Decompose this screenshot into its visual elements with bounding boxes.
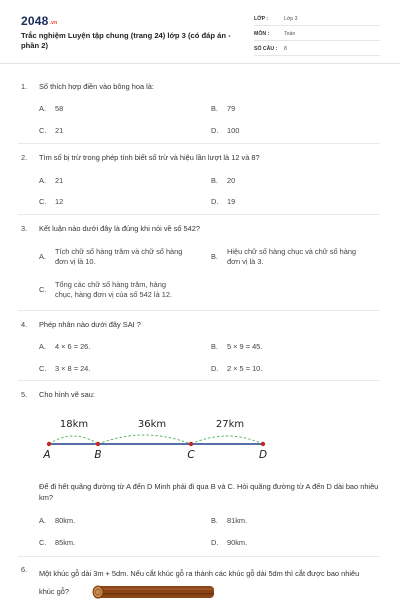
- point-label-d: D: [258, 449, 268, 461]
- option-letter: B.: [211, 104, 218, 113]
- option-text: Tích chữ số hàng trăm và chữ số hàng đơn vị là 10.: [55, 247, 183, 267]
- question-text: Kết luận nào dưới đây là đúng khi nói về số 542?: [39, 224, 201, 233]
- question-number: 1.: [21, 82, 28, 91]
- option-letter: B.: [211, 176, 218, 185]
- point-b: [96, 442, 100, 446]
- option-text: 20: [227, 176, 236, 185]
- point-label-a: A: [43, 449, 51, 461]
- arc-bc: [98, 435, 191, 444]
- wood-log-image: [90, 581, 220, 600]
- divider: [18, 143, 380, 144]
- option-letter: A.: [39, 176, 46, 185]
- meta-subject-label: MÔN :: [254, 31, 270, 37]
- question-number: 3.: [21, 224, 28, 233]
- option-letter: D.: [211, 126, 219, 135]
- point-label-c: C: [187, 449, 195, 461]
- point-a: [47, 442, 51, 446]
- option-letter: A.: [39, 252, 46, 261]
- page-header: [0, 0, 400, 64]
- meta-class-row: [254, 14, 380, 26]
- meta-subject-row: [254, 29, 380, 41]
- option-letter: A.: [39, 342, 46, 351]
- option-text: 21: [55, 176, 64, 185]
- option-letter: B.: [211, 516, 218, 525]
- segment-label-ab: 18km: [59, 419, 89, 430]
- option-text: 12: [55, 197, 64, 206]
- question-text-continued: Để đi hết quãng đường từ A đến D Minh phải đi qua B và C. Hỏi quãng đường từ A đến D dài bao nhiêu km?: [39, 482, 379, 503]
- question-number: 4.: [21, 320, 28, 329]
- question-text: Số thích hợp điền vào bông hoa là:: [39, 82, 154, 91]
- option-text: 21: [55, 126, 64, 135]
- site-logo[interactable]: [21, 14, 57, 29]
- option-text: 85km.: [55, 538, 76, 547]
- option-text: Hiệu chữ số hàng chục và chữ số hàng đơn vị là 3.: [227, 247, 357, 267]
- option-text: 79: [227, 104, 236, 113]
- segment-label-cd: 27km: [215, 419, 245, 430]
- question-number: 2.: [21, 153, 28, 162]
- segment-label-bc: 36km: [137, 419, 167, 430]
- option-text: 81km.: [227, 516, 248, 525]
- option-letter: D.: [211, 538, 219, 547]
- arc-ab: [49, 436, 98, 444]
- option-text: 3 × 8 = 24.: [55, 364, 91, 373]
- divider: [18, 310, 380, 311]
- logo-suffix: .vn: [49, 20, 58, 26]
- option-text: Tổng các chữ số hàng trăm, hàng chục, hàng đơn vị của số 542 là 12.: [55, 280, 173, 300]
- option-text: 5 × 9 = 45.: [227, 342, 263, 351]
- meta-count-value: 8: [284, 46, 287, 52]
- distance-diagram: [36, 412, 286, 464]
- question-text: Cho hình vẽ sau:: [39, 390, 95, 399]
- option-letter: C.: [39, 364, 47, 373]
- meta-class-value: Lớp 3: [284, 16, 298, 22]
- logo-text: 2048: [21, 14, 49, 28]
- option-letter: A.: [39, 516, 46, 525]
- option-text: 90km.: [227, 538, 248, 547]
- option-text: 4 × 6 = 26.: [55, 342, 91, 351]
- question-number: 5.: [21, 390, 28, 399]
- option-text: 2 × 5 = 10.: [227, 364, 263, 373]
- question-text: Tìm số bị trừ trong phép tính biết số trừ và hiệu lần lượt là 12 và 8?: [39, 153, 260, 162]
- option-letter: C.: [39, 285, 47, 294]
- option-letter: A.: [39, 104, 46, 113]
- option-letter: C.: [39, 197, 47, 206]
- meta-count-label: SỐ CÂU :: [254, 46, 278, 52]
- meta-class-label: LỚP :: [254, 16, 269, 22]
- option-text: 80km.: [55, 516, 76, 525]
- question-number: 6.: [21, 565, 28, 574]
- meta-count-row: [254, 44, 380, 56]
- page-title: Trắc nghiệm Luyện tập chung (trang 24) lớp 3 (có đáp án - phần 2): [21, 31, 231, 50]
- point-label-b: B: [94, 449, 102, 461]
- option-letter: B.: [211, 252, 218, 261]
- option-letter: C.: [39, 126, 47, 135]
- point-c: [189, 442, 193, 446]
- option-letter: B.: [211, 342, 218, 351]
- option-text: 100: [227, 126, 240, 135]
- option-letter: C.: [39, 538, 47, 547]
- meta-subject-value: Toán: [284, 31, 296, 37]
- question-text: Phép nhân nào dưới đây SAI ?: [39, 320, 141, 329]
- divider: [18, 380, 380, 381]
- option-letter: D.: [211, 197, 219, 206]
- point-d: [261, 442, 265, 446]
- option-letter: D.: [211, 364, 219, 373]
- arc-cd: [191, 436, 263, 444]
- option-text: 19: [227, 197, 236, 206]
- divider: [18, 556, 380, 557]
- question-text: Một khúc gỗ dài 3m + 5dm. Nếu cắt khúc gỗ ra thành các khúc gỗ dài 5dm thì cắt được bao nhiêu khúc gỗ?: [39, 569, 360, 596]
- divider: [18, 214, 380, 215]
- option-text: 58: [55, 104, 64, 113]
